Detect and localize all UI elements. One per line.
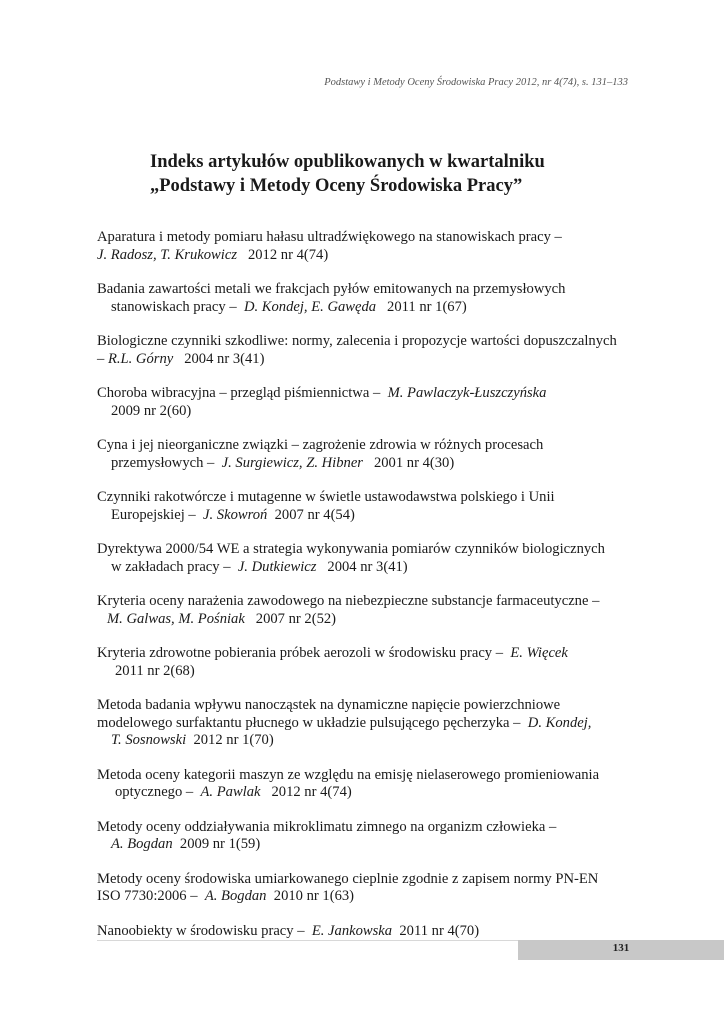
- entry-authors: J. Skowroń: [203, 506, 268, 523]
- list-item: [97, 385, 637, 420]
- footer-rule: [97, 940, 518, 941]
- entry-reference: 2012 nr 1(70): [193, 732, 274, 748]
- entry-title-continued: przemysłowych –: [111, 454, 215, 471]
- entry-title: Badania zawartości metali we frakcjach pyłów emitowanych na przemysłowych: [97, 281, 566, 297]
- list-item: [97, 437, 637, 472]
- running-header: Podstawy i Metody Oceny Środowiska Pracy 2012, nr 4(74), s. 131–133: [324, 77, 628, 88]
- entry-reference: 2011 nr 4(70): [399, 922, 480, 939]
- entry-title-continued: w zakładach pracy –: [111, 558, 231, 575]
- entry-authors: D. Kondej, E. Gawęda: [243, 298, 377, 315]
- entry-authors: J. Radosz, T. Krukowicz: [97, 246, 237, 263]
- list-item: [97, 819, 637, 854]
- entry-reference: 2009 nr 1(59): [179, 836, 261, 852]
- list-item: [97, 645, 637, 680]
- entry-title-continued: optycznego –: [115, 784, 194, 800]
- page-number-box: [518, 940, 724, 960]
- list-item: [97, 923, 637, 941]
- entry-reference: 2011 nr 1(67): [387, 298, 467, 315]
- entry-reference: 2004 nr 3(41): [184, 350, 265, 367]
- entry-title: Metody oceny oddziaływania mikroklimatu zimnego na organizm człowieka –: [97, 818, 557, 835]
- entry-reference: 2009 nr 2(60): [111, 402, 192, 419]
- entry-title: Biologiczne czynniki szkodliwe: normy, zalecenia i propozycje wartości dopuszczalnych: [97, 333, 617, 349]
- entry-reference: 2010 nr 1(63): [273, 888, 355, 904]
- entry-title: Nanoobiekty w środowisku pracy –: [97, 922, 305, 939]
- entry-dash: –: [97, 350, 108, 367]
- entry-title: Czynniki rakotwórcze i mutagenne w świetle ustawodawstwa polskiego i Unii: [97, 489, 555, 505]
- entry-title-continued: stanowiskach pracy –: [111, 298, 237, 315]
- entry-reference: 2011 nr 2(68): [115, 662, 195, 679]
- entry-title-continued: Europejskiej –: [111, 506, 196, 523]
- entry-reference: 2004 nr 3(41): [327, 558, 408, 575]
- page-title: [150, 150, 545, 198]
- list-item: [97, 541, 637, 576]
- entry-authors: R.L. Górny: [107, 350, 174, 367]
- entry-title: Metoda oceny kategorii maszyn ze względu na emisję nielaserowego promieniowania: [97, 766, 600, 783]
- entry-authors: M. Galwas, M. Pośniak: [107, 610, 245, 627]
- entry-title: Metody oceny środowiska umiarkowanego cieplnie zgodnie z zapisem normy PN-EN: [97, 870, 599, 887]
- entry-title: Aparatura i metody pomiaru hałasu ultradźwiękowego na stanowiskach pracy –: [97, 229, 562, 245]
- entry-title-continued: ISO 7730:2006 –: [97, 888, 198, 904]
- entry-title: Choroba wibracyjna – przegląd piśmiennictwa –: [97, 385, 381, 401]
- page-number: 131: [612, 942, 630, 954]
- list-item: [97, 333, 637, 368]
- entry-title: Dyrektywa 2000/54 WE a strategia wykonywania pomiarów czynników biologicznych: [97, 541, 605, 557]
- list-item: [97, 229, 637, 264]
- entry-authors: A. Pawlak: [200, 784, 261, 800]
- entry-reference: 2012 nr 4(74): [271, 784, 352, 800]
- entry-title: Metoda badania wpływu nanocząstek na dynamiczne napięcie powierzchniowe: [97, 697, 561, 713]
- entry-authors: E. Jankowska: [311, 922, 393, 939]
- entry-authors: D. Kondej,: [527, 714, 592, 731]
- entry-authors: A. Bogdan: [111, 836, 173, 852]
- entry-authors: J. Surgiewicz, Z. Hibner: [221, 454, 363, 471]
- list-item: [97, 489, 637, 524]
- list-item: [97, 871, 637, 906]
- entry-title: Cyna i jej nieorganiczne związki – zagrożenie zdrowia w różnych procesach: [97, 437, 544, 453]
- entry-authors: T. Sosnowski: [111, 732, 187, 748]
- article-index-list: [97, 229, 637, 957]
- entry-reference: 2007 nr 2(52): [255, 610, 337, 627]
- list-item: [97, 697, 637, 750]
- entry-authors: J. Dutkiewicz: [237, 558, 317, 575]
- entry-title-continued: modelowego surfaktantu płucnego w układzie pulsującego pęcherzyka –: [97, 714, 521, 731]
- list-item: [97, 767, 637, 802]
- entry-reference: 2012 nr 4(74): [247, 246, 329, 263]
- list-item: [97, 281, 637, 316]
- entry-authors: A. Bogdan: [204, 888, 267, 904]
- entry-authors: M. Pawlaczyk-Łuszczyńska: [387, 385, 547, 401]
- page-title-line-2: „Podstawy i Metody Oceny Środowiska Pracy”: [150, 176, 523, 196]
- entry-title: Kryteria oceny narażenia zawodowego na niebezpieczne substancje farmaceutyczne –: [97, 593, 600, 609]
- page-title-line-1: Indeks artykułów opublikowanych w kwartalniku: [150, 152, 545, 172]
- entry-reference: 2007 nr 4(54): [274, 506, 355, 523]
- entry-title: Kryteria zdrowotne pobierania próbek aerozoli w środowisku pracy –: [97, 645, 504, 661]
- entry-reference: 2001 nr 4(30): [373, 454, 455, 471]
- list-item: [97, 593, 637, 628]
- entry-authors: E. Więcek: [510, 645, 568, 661]
